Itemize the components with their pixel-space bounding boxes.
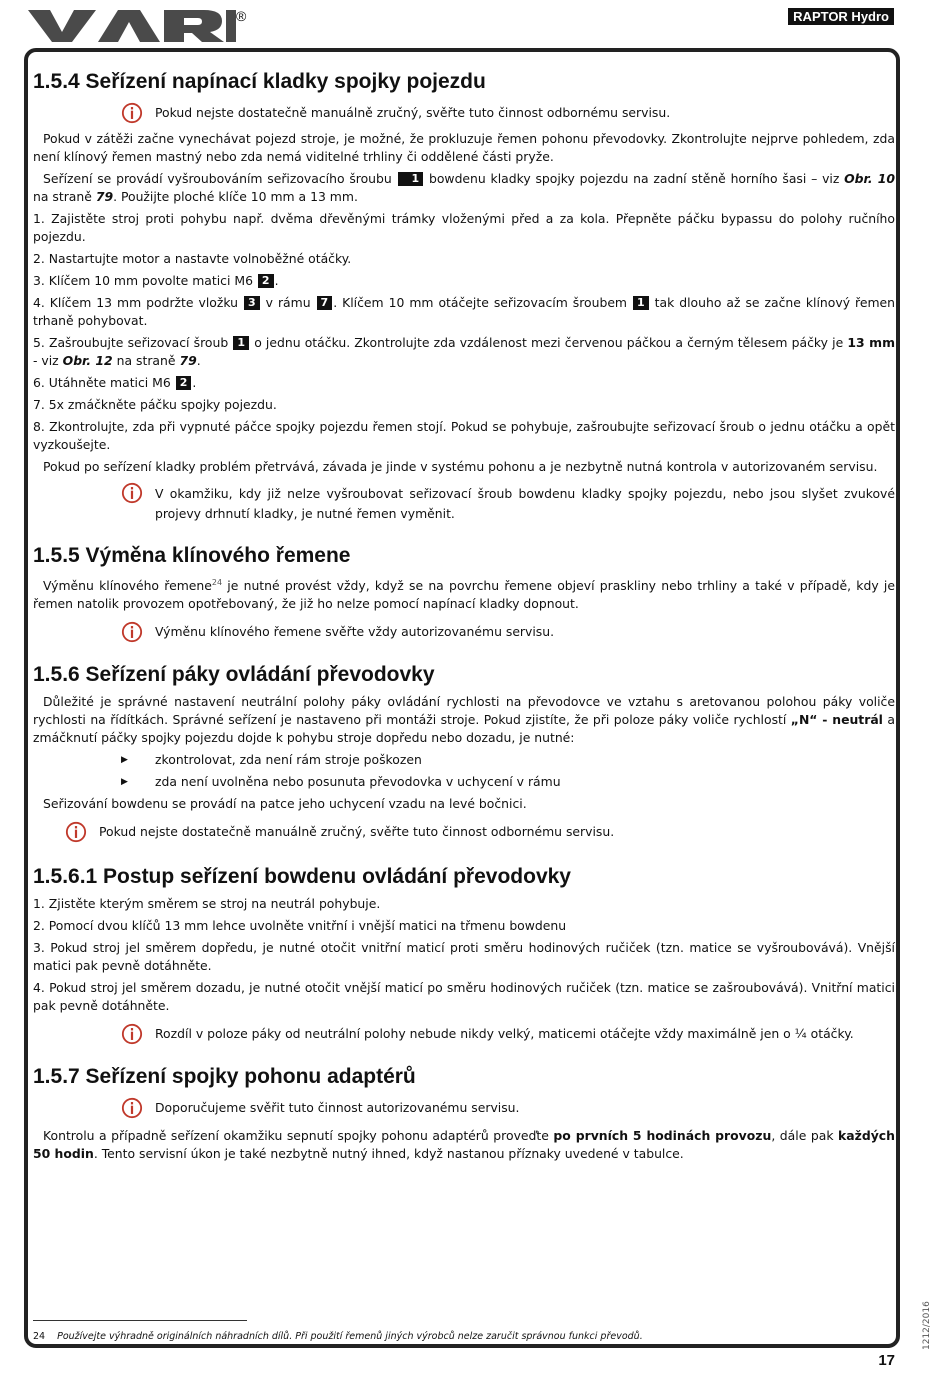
step-8: 8. Zkontrolujte, zda při vypnuté páčce spojky pojezdu řemen stojí. Pokud se pohybuje, zašroubujte seřizovací šroub o jednu otáčku a opět vyzkoušejte. [33, 419, 895, 452]
heading-1-5-7: 1.5.7 Seřízení spojky pohonu adaptérů [33, 1065, 416, 1089]
paragraph: Kontrolu a případně seřízení okamžiku sepnutí spojky pohonu adaptérů proveďte po prvních 5 hodinách provozu, dále pak každých 50 hodin. Tento servisní úkon je také nezbytně nutný ihned, když nastanou příznaky uvedené v tabulce. [33, 1128, 895, 1162]
vari-logo [28, 8, 236, 48]
note-text: Doporučujeme svěřit tuto činnost autorizovanému servisu. [155, 1100, 520, 1116]
note-text: Rozdíl v poloze páky od neutrální polohy nebude nikdy velký, maticemi otáčejte vždy maximálně jen o ¼ otáčky. [155, 1026, 854, 1042]
badge-2: 2 [258, 274, 274, 288]
badge-1: 1 [398, 172, 424, 186]
heading-1-5-6: 1.5.6 Seřízení páky ovládání převodovky [33, 663, 435, 687]
revision-date: 1212/2016 [922, 1301, 932, 1350]
note-text: Pokud nejste dostatečně manuálně zručný, svěřte tuto činnost odbornému servisu. [155, 105, 671, 120]
paragraph-adjust: Seřízení se provádí vyšroubováním seřizovacího šroubu 1 bowdenu kladky spojky pojezdu na zadní stěně horního šasi – viz Obr. 10 na straně 79. Použijte ploché klíče 10 mm a 13 mm. [33, 171, 895, 204]
heading-1-5-4: 1.5.4 Seřízení napínací kladky spojky pojezdu [33, 70, 486, 93]
footnote-divider [33, 1320, 247, 1321]
footnote-ref: 24 [211, 578, 223, 587]
info-circle-icon [121, 1023, 143, 1045]
step-6: 6. Utáhněte matici M6 2 . [33, 375, 197, 390]
model-badge: RAPTOR Hydro [788, 8, 894, 25]
paragraph: Výměnu klínového řemene$^{24}$ je nutné provést vždy, když se na povrchu řemene objeví praskliny nebo trhliny a také v případě, kdy je řemen natolik provozem opotřebovaný, že již ho nelze pomocí napínací kladky dopnout. [33, 578, 895, 612]
note-text: Výměnu klínového řemene svěřte vždy autorizovanému servisu. [155, 624, 555, 640]
note-manual-skill [65, 823, 895, 843]
badge-1: 1 [633, 296, 649, 310]
list-item: ▶ zda není uvolněna nebo posunuta převodovka v uchycení v rámu [121, 774, 561, 790]
step-1: 1. Zjistěte kterým směrem se stroj na neutrál pohybuje. [33, 896, 381, 912]
note-service [121, 1099, 895, 1119]
paragraph: Seřizování bowdenu se provádí na patce jeho uchycení vzadu na levé bočnici. [43, 796, 527, 812]
info-circle-icon [121, 621, 143, 643]
triangle-right-icon: ▶ [121, 777, 128, 788]
badge-1: 1 [233, 336, 249, 350]
paragraph: Pokud po seřízení kladky problém přetrvává, závada je jinde v systému pohonu a je nezbytně nutná kontrola v autorizovaném servisu. [43, 459, 878, 474]
note-service [121, 623, 895, 643]
info-circle-icon [121, 1097, 143, 1119]
note-text: Pokud nejste dostatečně manuálně zručný, svěřte tuto činnost odbornému servisu. [99, 824, 615, 840]
step-3: 3. Pokud stroj jel směrem dopředu, je nutné otočit vnitřní maticí proti směru hodinových ručiček (tzn. matice se vyšroubovává). Vnější matici pak pevně dotáhněte. [33, 940, 895, 974]
step-5: 5. Zašroubujte seřizovací šroub 1 o jednu otáčku. Zkontrolujte zda vzdálenost mezi červenou páčkou a černým tělesem páčky je 13 mm - viz Obr. 12 na straně 79. [33, 335, 895, 368]
badge-2: 2 [176, 376, 192, 390]
registered-mark: ® [236, 8, 247, 24]
heading-1-5-6-1: 1.5.6.1 Postup seřízení bowdenu ovládání převodovky [33, 865, 571, 889]
note-quarter-turn [121, 1025, 895, 1045]
paragraph: Pokud v zátěži začne vynechávat pojezd stroje, je možné, že prokluzuje řemen pohonu převodovky. Zkontrolujte nejprve pohledem, zda není klínový řemen mastný nebo zda nemá viditelné trhliny či oddělené části pryže. [33, 131, 895, 164]
triangle-right-icon: ▶ [121, 755, 128, 766]
note-text: V okamžiku, kdy již nelze vyšroubovat seřizovací šroub bowdenu kladky spojky pojezdu, nebo jsou slyšet zvukové projevy drhnutí kladky, je nutné řemen vyměnit. [155, 486, 895, 521]
badge-3: 3 [244, 296, 260, 310]
paragraph: Důležité je správné nastavení neutrální polohy páky ovládání rychlosti na převodovce ve vztahu s aretovanou polohou páky voliče rychlosti na řídítkách. Správné seřízení je nastaveno při montáži stroje. Pokud zjistíte, že při poloze páky voliče rychlostí „N“ - neutrál a zmáčknutí páčky spojky pojezdu dojde k pohybu stroje dopředu nebo dozadu, je nutné: [33, 694, 895, 746]
step-3: 3. Klíčem 10 mm povolte matici M6 2 . [33, 273, 279, 288]
step-7: 7. 5x zmáčkněte páčku spojky pojezdu. [33, 397, 277, 412]
page-number: 17 [878, 1352, 895, 1369]
step-1: 1. Zajistěte stroj proti pohybu např. dvěma dřevěnými trámky vloženými před a za kola. Přepněte páčku bypassu do polohy ručního pojezdu. [33, 211, 895, 244]
list-item: ▶ zkontrolovat, zda není rám stroje poškozen [121, 752, 422, 768]
step-2: 2. Nastartujte motor a nastavte volnoběžné otáčky. [33, 251, 352, 266]
document-body [33, 66, 895, 1163]
footnote: 24 Používejte výhradně originálních náhradních dílů. Při použití řemenů jiných výrobců nelze zaručit správnou funkci převodů. [33, 1331, 643, 1342]
info-circle-icon [121, 482, 143, 504]
note-manual-skill [121, 104, 895, 124]
step-2: 2. Pomocí dvou klíčů 13 mm lehce uvolněte vnitřní i vnější matici na třmenu bowdenu [33, 918, 567, 934]
info-circle-icon [121, 102, 143, 124]
info-circle-icon [65, 821, 87, 843]
note-belt-replace [121, 484, 895, 524]
step-4: 4. Klíčem 13 mm podržte vložku 3 v rámu 7 . Klíčem 10 mm otáčejte seřizovacím šroubem 1 tak dlouho až se začne klínový řemen trhaně pohybovat. [33, 295, 895, 328]
heading-1-5-5: 1.5.5 Výměna klínového řemene [33, 544, 351, 567]
step-4: 4. Pokud stroj jel směrem dozadu, je nutné otočit vnější maticí po směru hodinových ručiček (tzn. matice se zašroubovává). Vnitřní matici pak pevně dotáhněte. [33, 980, 895, 1014]
badge-7: 7 [317, 296, 333, 310]
